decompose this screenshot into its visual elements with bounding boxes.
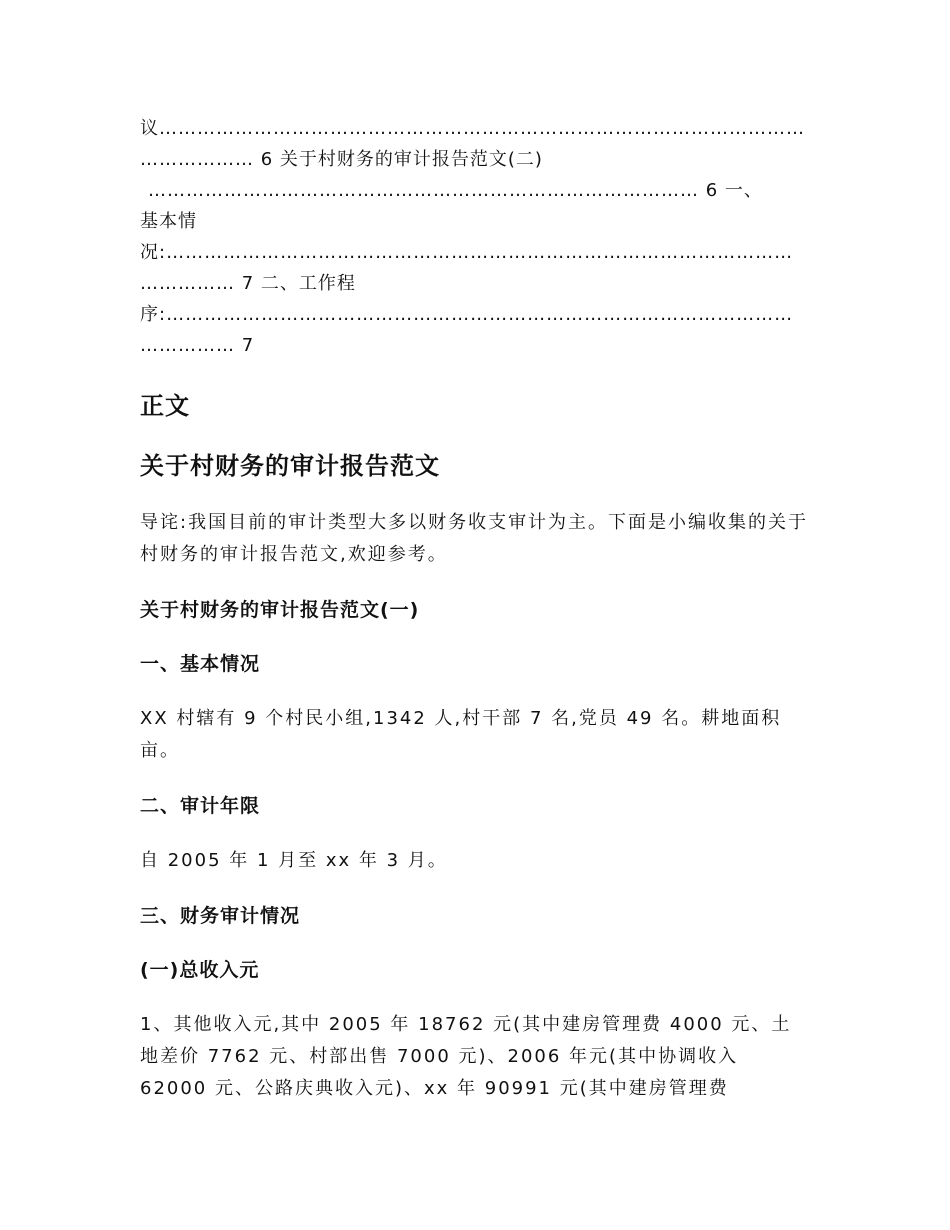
- subtitle: 关于村财务的审计报告范文(一): [140, 599, 420, 621]
- toc-line: …………… 7: [140, 335, 255, 356]
- section-heading-main: 正文: [140, 392, 190, 420]
- section-heading-audit-period: 二、审计年限: [140, 795, 261, 817]
- subsection-heading-total-income: (一)总收入元: [140, 959, 260, 981]
- toc-line: ……………… 6 关于村财务的审计报告范文(二): [140, 149, 543, 170]
- document-content: [140, 113, 810, 1105]
- table-of-contents: [140, 113, 810, 361]
- section-heading-financial-audit: 三、财务审计情况: [140, 905, 301, 927]
- paragraph-basic-info: XX 村辖有 9 个村民小组,1342 人,村干部 7 名,党员 49 名。耕地面积亩。: [140, 708, 782, 761]
- toc-line: 议…………………………………………………………………………………………: [140, 118, 805, 139]
- toc-line: 况:………………………………………………………………………………………: [140, 242, 794, 263]
- paragraph-other-income: 1、其他收入元,其中 2005 年 18762 元(其中建房管理费 4000 元、土地差价 7762 元、村部出售 7000 元)、2006 年元(其中协调收入 62000 元、公路庆典收入元)、xx 年 90991 元(其中建房管理费: [140, 1014, 792, 1099]
- toc-line: 序:………………………………………………………………………………………: [140, 304, 794, 325]
- toc-line: …………… 7 二、工作程: [140, 273, 356, 294]
- toc-line: …………………………………………………………………………… 6 一、: [148, 180, 763, 201]
- document-title: 关于村财务的审计报告范文: [140, 452, 440, 480]
- toc-line: 基本情: [140, 211, 197, 232]
- intro-paragraph: 导诧:我国目前的审计类型大多以财务收支审计为主。下面是小编收集的关于村财务的审计报告范文,欢迎参考。: [140, 512, 809, 565]
- section-heading-basic-info: 一、基本情况: [140, 653, 261, 675]
- paragraph-audit-period: 自 2005 年 1 月至 xx 年 3 月。: [140, 850, 448, 871]
